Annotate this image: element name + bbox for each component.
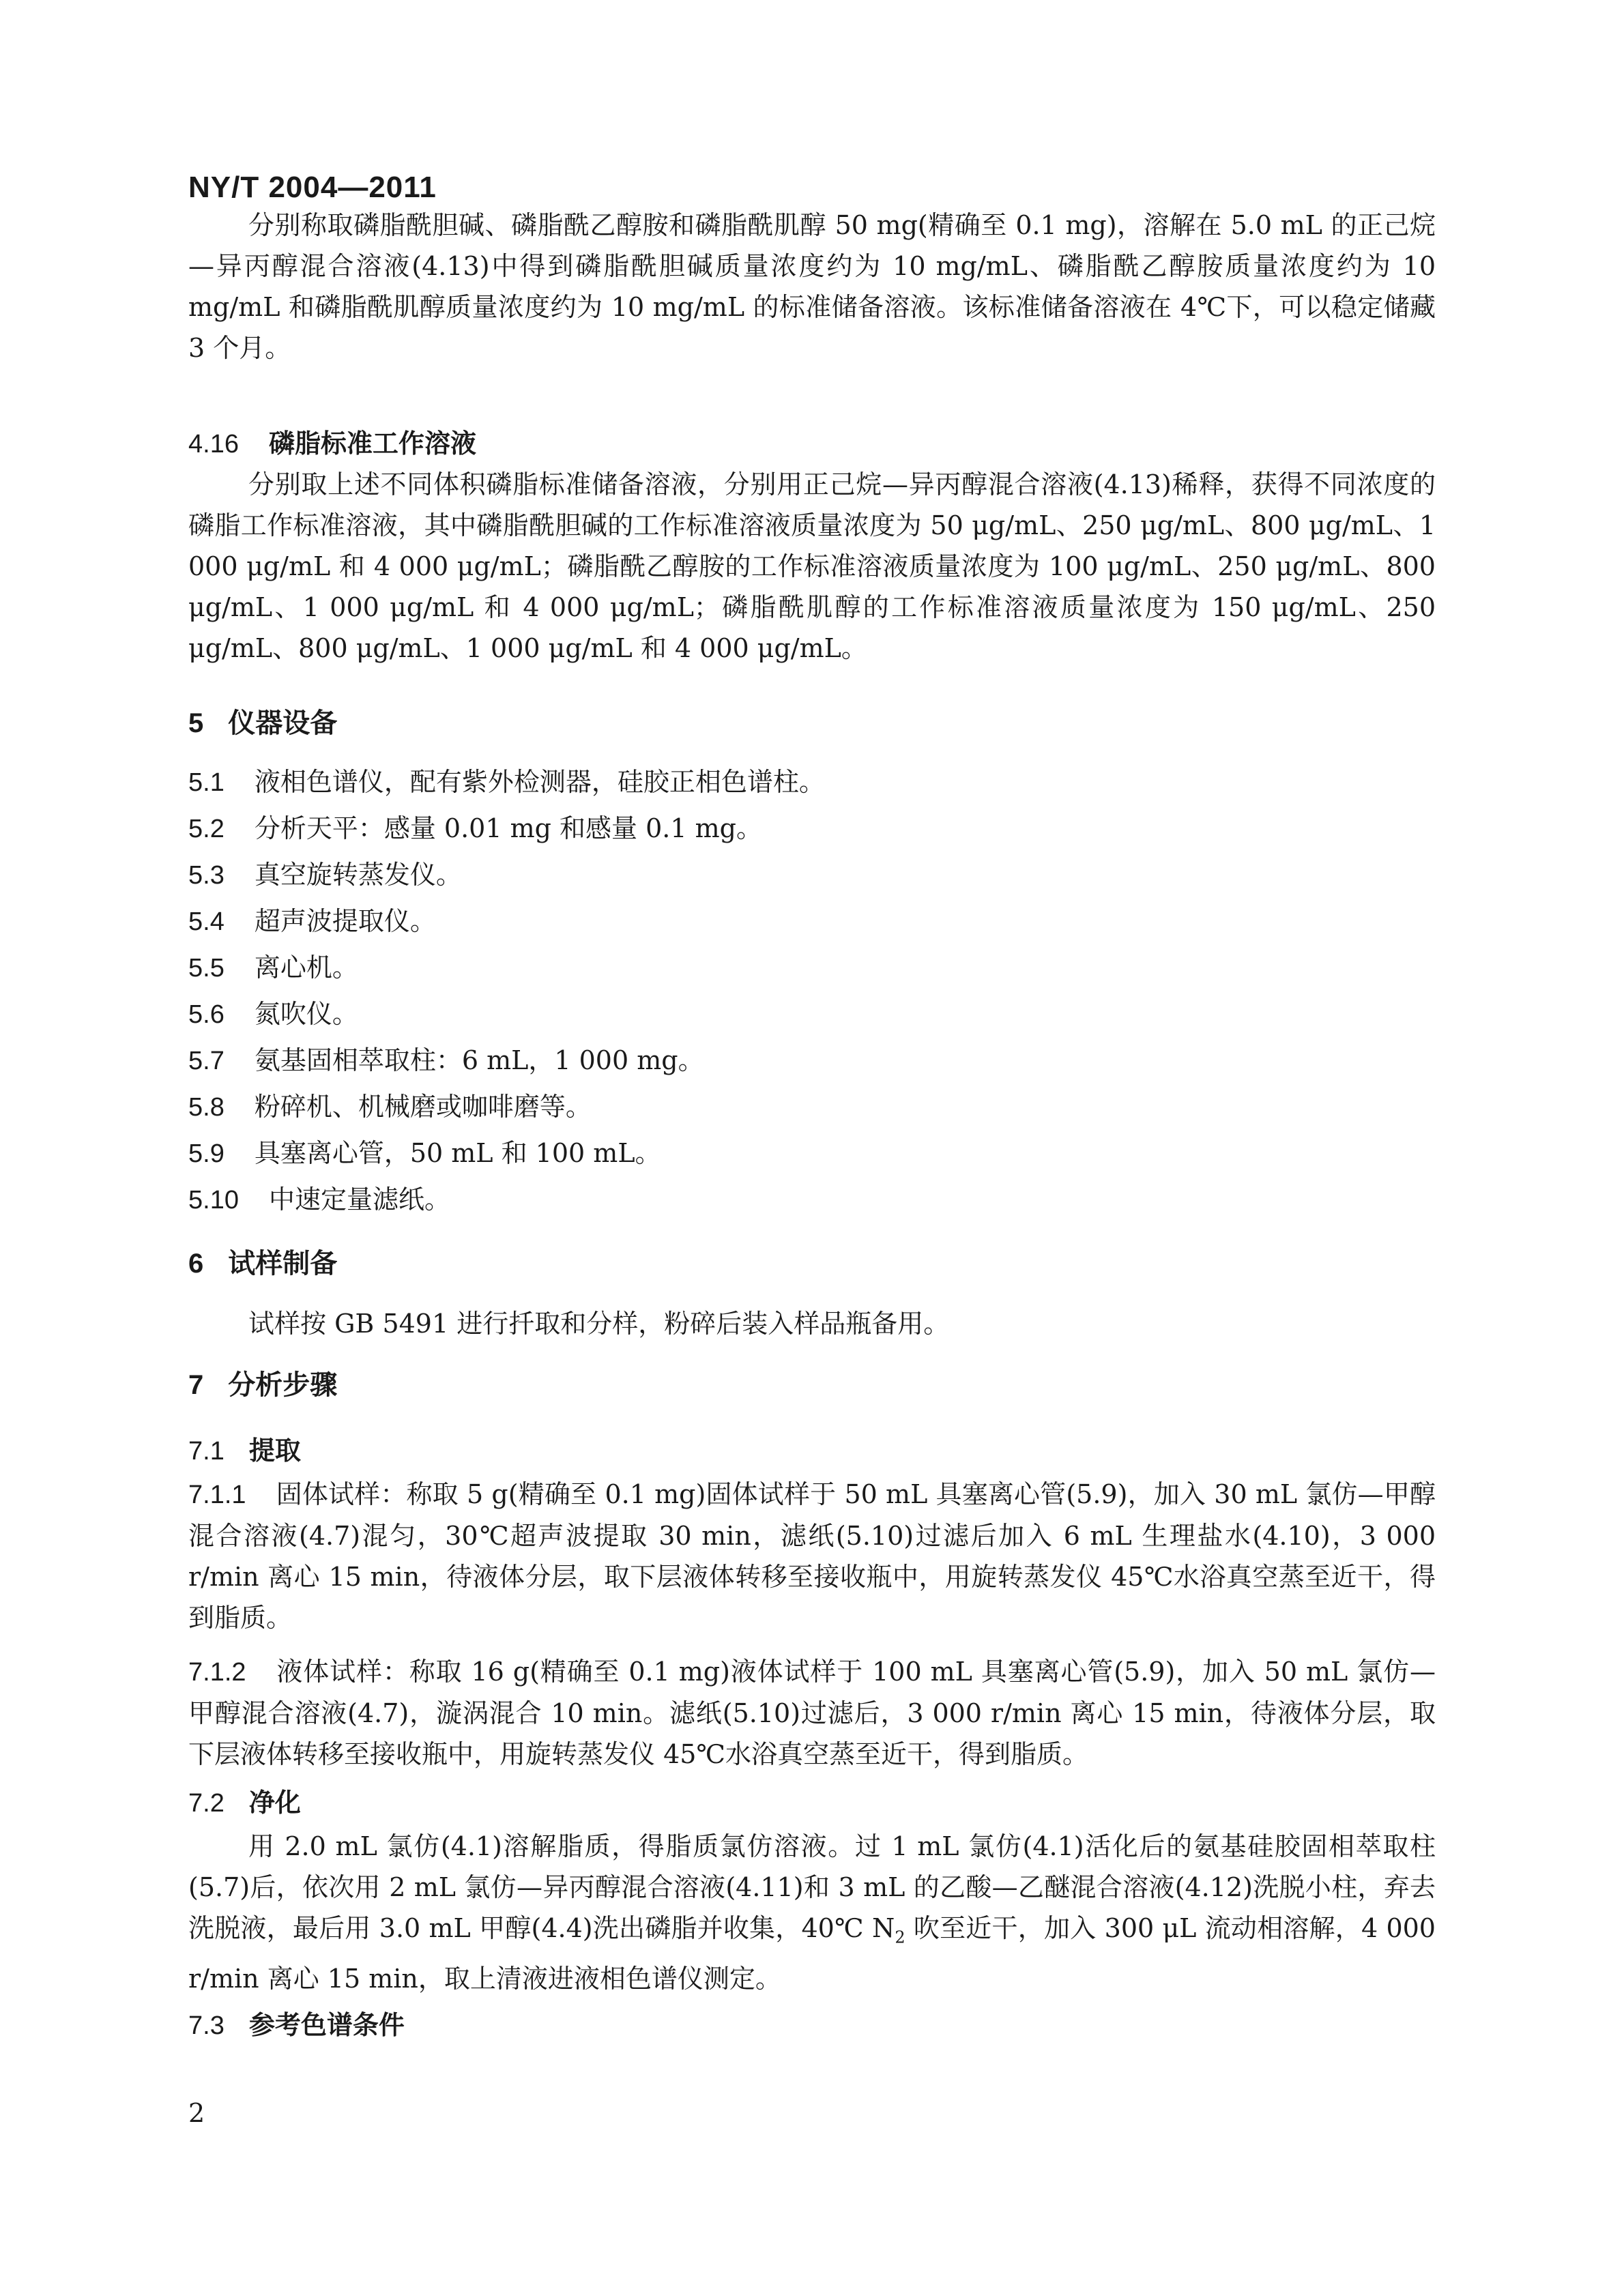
section-title: 分析步骤 [228,1370,338,1400]
section-6-text: 试样按 GB 5491 进行扦取和分样，粉碎后装入样品瓶备用。 [248,1309,950,1339]
section-title: 仪器设备 [228,708,338,738]
equipment-item: 5.1 液相色谱仪，配有紫外检测器，硅胶正相色谱柱。 [188,767,825,797]
equipment-item: 5.4 超声波提取仪。 [188,906,436,936]
section-4-16-text: 分别取上述不同体积磷脂标准储备溶液，分别用正己烷—异丙醇混合溶液(4.13)稀释，获得不同浓度的磷脂工作标准溶液，其中磷脂酰胆碱的工作标准溶液质量浓度为 50 μg/mL、250 μg/mL、800 μg/mL、1 000 μg/mL 和 4 000 μg/mL；磷脂酰乙醇胺的工作标准溶液质量浓度为 100 μg/mL、250 μg/mL、800 μg/mL、1 000 μg/mL 和 4 000 μg/mL；磷脂酰肌醇的工作标准溶液质量浓度为 150 μg/mL、250 μg/mL、800 μg/mL、1 000 μg/mL 和 4 000 μg/mL。 [188,469,1436,663]
section-7-1-1 [188,1474,1436,1638]
section-7-1-2 [188,1651,1436,1775]
section-title: 提取 [248,1435,301,1466]
section-7-1-heading [188,1430,301,1472]
intro-paragraph [188,205,1436,368]
subscript: 2 [895,1927,905,1947]
section-number: 7.1.1 [188,1481,246,1509]
section-number: 7 [188,1370,204,1400]
section-7-2-heading [188,1782,301,1824]
section-number: 7.1 [188,1437,224,1466]
section-title: 净化 [248,1787,301,1818]
section-number: 6 [188,1249,204,1279]
section-6-heading [188,1243,337,1284]
section-number: 7.1.2 [188,1658,246,1687]
section-5-heading [188,703,337,744]
section-title: 参考色谱条件 [248,2009,405,2040]
equipment-item: 5.7 氨基固相萃取柱：6 mL，1 000 mg。 [188,1045,704,1075]
section-4-16-heading [188,423,476,465]
section-7-2-text-a: 用 2.0 mL 氯仿(4.1)溶解脂质，得脂质氯仿溶液。过 1 mL 氯仿(4.1)活化后的氨基硅胶固相萃取柱(5.7)后，依次用 2 mL 氯仿—异丙醇混合溶液(4.11)和 3 mL 的乙酸—乙醚混合溶液(4.12)洗脱小柱，弃去洗脱液，最后用 3.0 mL 甲醇(4.4)洗出磷脂并收集，40℃ N [188,1831,1436,1943]
section-6-body [188,1303,1436,1344]
equipment-item: 5.8 粉碎机、机械磨或咖啡磨等。 [188,1092,592,1122]
section-number: 7.2 [188,1789,224,1818]
section-7-heading [188,1365,337,1406]
section-4-16-body [188,464,1436,669]
section-number: 7.3 [188,2011,224,2040]
equipment-item: 5.3 真空旋转蒸发仪。 [188,860,462,890]
section-7-2-body [188,1826,1436,1999]
page-number: 2 [188,2098,205,2128]
equipment-item: 5.2 分析天平：感量 0.01 mg 和感量 0.1 mg。 [188,813,762,843]
section-7-1-1-text: 固体试样：称取 5 g(精确至 0.1 mg)固体试样于 50 mL 具塞离心管(5.9)，加入 30 mL 氯仿—甲醇混合溶液(4.7)混匀，30℃超声波提取 30 min，滤纸(5.10)过滤后加入 6 mL 生理盐水(4.10)，3 000 r/min 离心 15 min，待液体分层，取下层液体转移至接收瓶中，用旋转蒸发仪 45℃水浴真空蒸至近干，得到脂质。 [188,1479,1436,1633]
section-title: 磷脂标准工作溶液 [268,428,476,459]
section-7-3-heading [188,2005,405,2046]
section-7-1-2-text: 液体试样：称取 16 g(精确至 0.1 mg)液体试样于 100 mL 具塞离心管(5.9)，加入 50 mL 氯仿—甲醇混合溶液(4.7)，漩涡混合 10 min。滤纸(5.10)过滤后，3 000 r/min 离心 15 min，待液体分层，取下层液体转移至接收瓶中，用旋转蒸发仪 45℃水浴真空蒸至近干，得到脂质。 [188,1657,1436,1769]
section-7-2-text-b: 吹至近干，加入 300 μL 流动相溶解，4 000 r/min 离心 15 min，取上清液进液相色谱仪测定。 [188,1913,1436,1994]
standard-code-header: NY/T 2004—2011 [188,171,437,204]
equipment-item: 5.9 具塞离心管，50 mL 和 100 mL。 [188,1138,661,1168]
section-number: 4.16 [188,430,239,459]
equipment-item: 5.5 离心机。 [188,952,358,983]
equipment-item: 5.10 中速定量滤纸。 [188,1184,450,1214]
equipment-item: 5.6 氮吹仪。 [188,999,358,1029]
intro-text: 分别称取磷脂酰胆碱、磷脂酰乙醇胺和磷脂酰肌醇 50 mg(精确至 0.1 mg)，溶解在 5.0 mL 的正己烷—异丙醇混合溶液(4.13)中得到磷脂酰胆碱质量浓度约为 10 mg/mL、磷脂酰乙醇胺质量浓度约为 10 mg/mL 和磷脂酰肌醇质量浓度约为 10 mg/mL 的标准储备溶液。该标准储备溶液在 4℃下，可以稳定储藏 3 个月。 [188,210,1436,363]
section-number: 5 [188,708,204,738]
section-title: 试样制备 [228,1249,338,1279]
